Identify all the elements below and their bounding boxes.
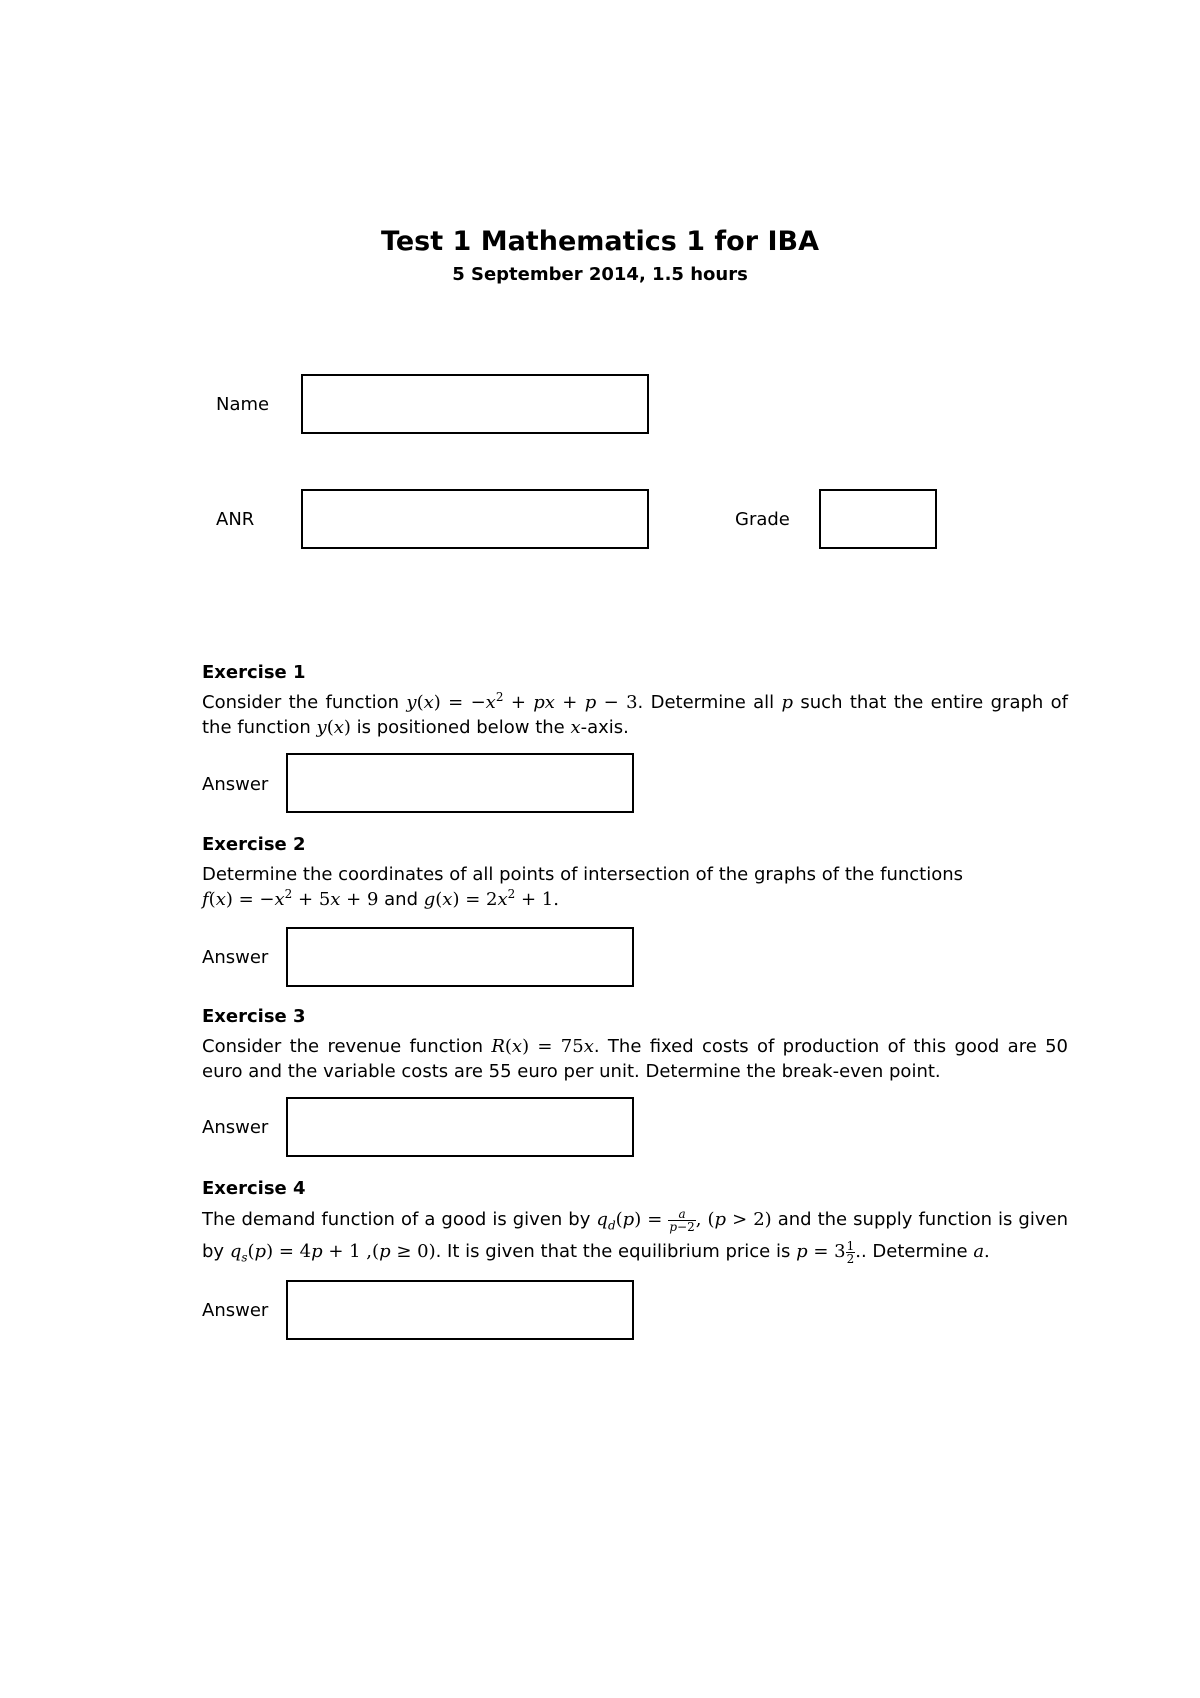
- grade-field[interactable]: [819, 489, 937, 549]
- exercise-2-answer-field[interactable]: [286, 927, 634, 987]
- exercise-4-text: The demand function of a good is given by $q_d(p)$ = $\frac{a}{p-2}$ , (p > 2) and the supply function is given by $q_s(p) = 4p + 1$ ,(p ≥ 0). It is given that the equilibrium price is p = 3 $\frac{1}{2}$ .. Determine a.: [202, 1206, 1068, 1266]
- exercise-1-heading: Exercise 1: [202, 662, 306, 683]
- exercise-1-answer-field[interactable]: [286, 753, 634, 813]
- name-field[interactable]: [301, 374, 649, 434]
- anr-field[interactable]: [301, 489, 649, 549]
- exercise-4-heading: Exercise 4: [202, 1178, 306, 1199]
- exercise-3-answer-field[interactable]: [286, 1097, 634, 1157]
- exercise-1-text: Consider the function $y(x) = -x^2$ + px + p − 3. Determine all p such that the entire graph of the function y(x) is positioned below the x-axis.: [202, 690, 1069, 738]
- exercise-1-answer-label: Answer: [202, 774, 269, 795]
- exercise-3-text: Consider the revenue function R(x) = 75x. The fixed costs of production of this good are 50 euro and the variable costs are 55 euro per unit. Determine the break-even point.: [202, 1036, 1069, 1082]
- exercise-4-answer-label: Answer: [202, 1300, 269, 1321]
- exercise-2-heading: Exercise 2: [202, 834, 306, 855]
- page-subtitle: 5 September 2014, 1.5 hours: [452, 264, 748, 285]
- exercise-3-answer-label: Answer: [202, 1117, 269, 1138]
- exercise-4-answer-field[interactable]: [286, 1280, 634, 1340]
- anr-label: ANR: [216, 509, 255, 530]
- exercise-3-heading: Exercise 3: [202, 1006, 306, 1027]
- exercise-2-text: Determine the coordinates of all points of intersection of the graphs of the functions $f(x) = -x^2 + 5x + 9$ and $g(x) = 2x^2 + 1$.: [202, 864, 964, 910]
- grade-label: Grade: [735, 509, 790, 530]
- name-label: Name: [216, 394, 270, 415]
- page-title: Test 1 Mathematics 1 for IBA: [381, 226, 819, 257]
- exercise-2-answer-label: Answer: [202, 947, 269, 968]
